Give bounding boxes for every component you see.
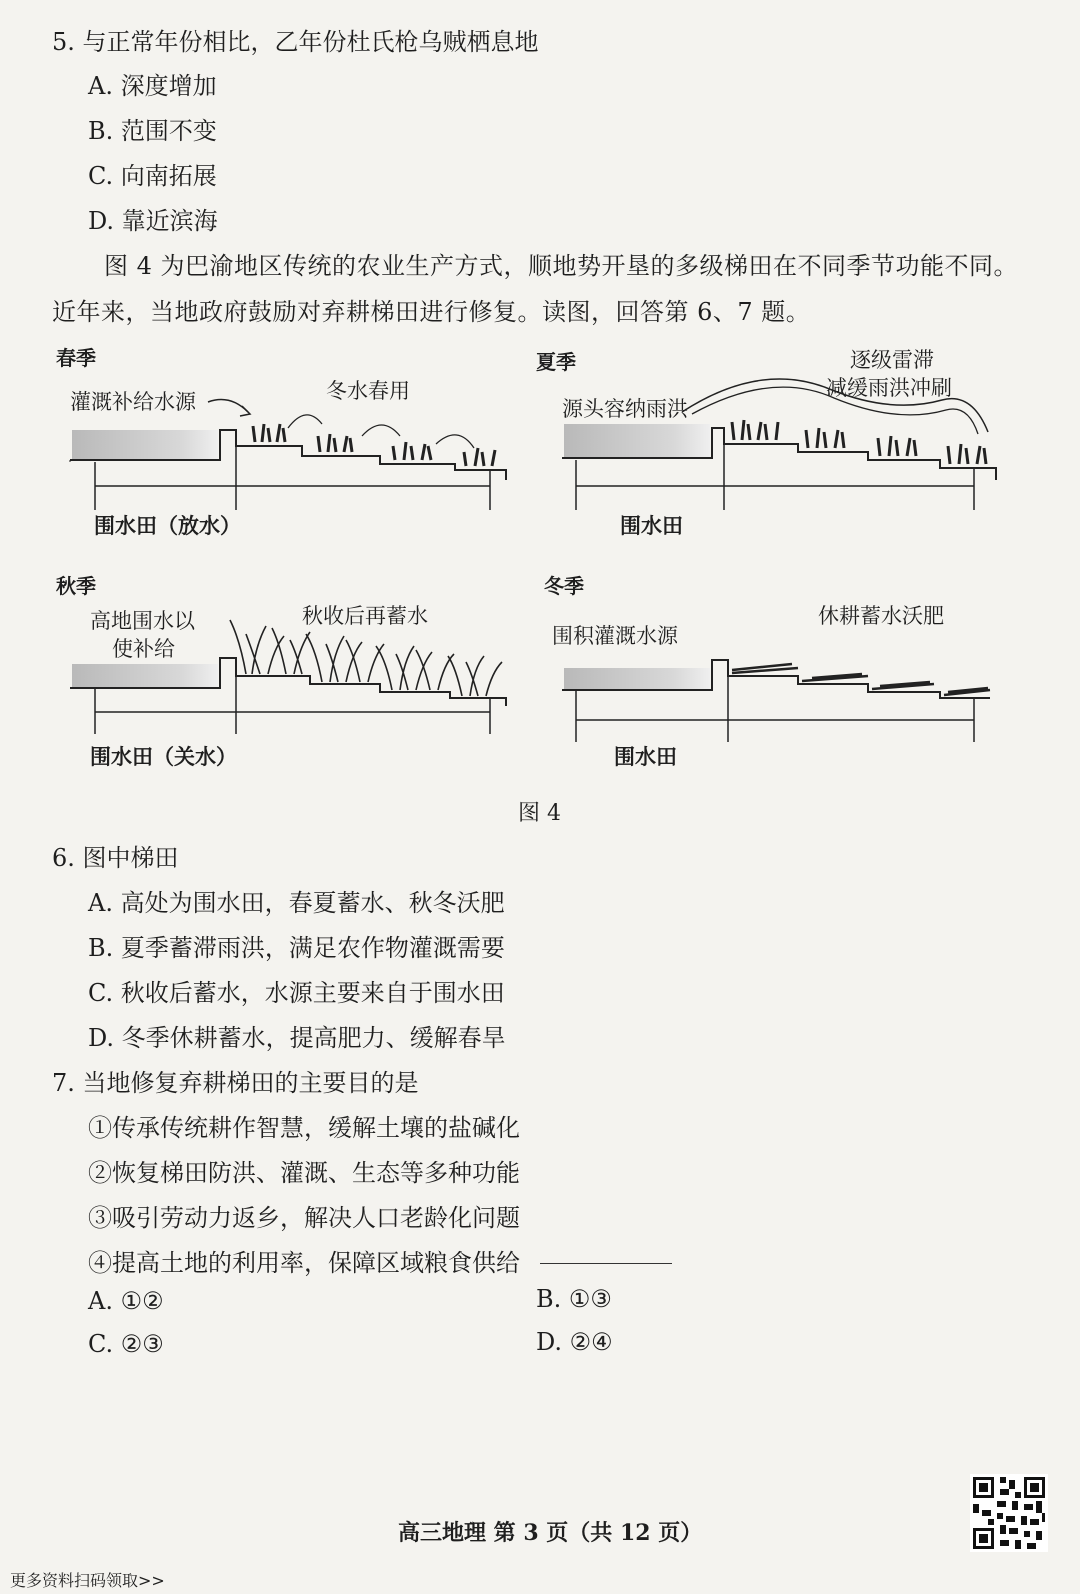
q6-stem: 6. 图中梯田 — [52, 844, 179, 872]
spring-label-source: 灌溉补给水源 — [70, 390, 196, 414]
autumn-label-highland-2: 使补给 — [112, 637, 175, 661]
winter-terrace-diagram — [562, 640, 1012, 750]
winter-label-source: 围积灌溉水源 — [552, 624, 678, 648]
q5-option-a: A. 深度增加 — [88, 72, 217, 100]
winter-season-label: 冬季 — [544, 574, 584, 598]
intro-line-1: 图 4 为巴渝地区传统的农业生产方式，顺地势开垦的多级梯田在不同季节功能不同。 — [104, 252, 1019, 280]
q6-option-a: A. 高处为围水田，春夏蓄水、秋冬沃肥 — [88, 889, 505, 917]
intro-line-2: 近年来，当地政府鼓励对弃耕梯田进行修复。读图，回答第 6、7 题。 — [52, 298, 811, 326]
page-footer: 高三地理 第 3 页（共 12 页） — [398, 1520, 703, 1546]
underline-rule — [540, 1263, 672, 1264]
autumn-bottom-label: 围水田（关水） — [90, 744, 237, 769]
figure-caption: 图 4 — [518, 801, 561, 826]
q7-item-4: ④提高土地的利用率，保障区域粮食供给 — [88, 1249, 520, 1277]
winter-bottom-label: 围水田 — [614, 744, 677, 769]
q7-option-c: C. ②③ — [88, 1330, 164, 1358]
scan-for-more-link[interactable]: 更多资料扫码领取>> — [10, 1571, 165, 1590]
q6-option-c: C. 秋收后蓄水，水源主要来自于围水田 — [88, 979, 505, 1007]
autumn-season-label: 秋季 — [56, 574, 96, 598]
summer-label-flood-reduce: 减缓雨洪冲刷 — [826, 376, 952, 400]
q5-stem: 5. 与正常年份相比，乙年份杜氏枪乌贼栖息地 — [52, 28, 539, 56]
q6-option-b: B. 夏季蓄滞雨洪，满足农作物灌溉需要 — [88, 934, 505, 962]
spring-bottom-label: 围水田（放水） — [94, 513, 241, 538]
spring-terrace-diagram — [70, 390, 520, 520]
q7-item-3: ③吸引劳动力返乡，解决人口老龄化问题 — [88, 1204, 520, 1232]
q5-option-d: D. 靠近滨海 — [88, 207, 218, 235]
q7-stem: 7. 当地修复弃耕梯田的主要目的是 — [52, 1069, 419, 1097]
qr-code[interactable] — [970, 1474, 1048, 1552]
summer-label-source: 源头容纳雨洪 — [562, 397, 688, 421]
summer-label-stepwise: 逐级雷滞 — [850, 348, 934, 372]
summer-season-label: 夏季 — [536, 350, 576, 374]
q7-option-a: A. ①② — [88, 1287, 164, 1315]
autumn-label-store-water: 秋收后再蓄水 — [302, 604, 428, 628]
autumn-label-highland-1: 高地围水以 — [90, 609, 195, 633]
autumn-terrace-diagram — [70, 620, 520, 740]
q7-item-2: ②恢复梯田防洪、灌溉、生态等多种功能 — [88, 1159, 520, 1187]
summer-terrace-diagram — [562, 390, 1012, 520]
q6-option-d: D. 冬季休耕蓄水，提高肥力、缓解春旱 — [88, 1024, 506, 1052]
q7-option-d: D. ②④ — [536, 1328, 613, 1356]
q7-option-b: B. ①③ — [536, 1285, 612, 1313]
q5-option-b: B. 范围不变 — [88, 117, 217, 145]
winter-label-fallow: 休耕蓄水沃肥 — [818, 604, 944, 628]
summer-bottom-label: 围水田 — [620, 513, 683, 538]
spring-season-label: 春季 — [56, 346, 96, 370]
spring-label-winter-water: 冬水春用 — [326, 379, 410, 403]
q5-option-c: C. 向南拓展 — [88, 162, 217, 190]
q7-item-1: ①传承传统耕作智慧，缓解土壤的盐碱化 — [88, 1114, 520, 1142]
